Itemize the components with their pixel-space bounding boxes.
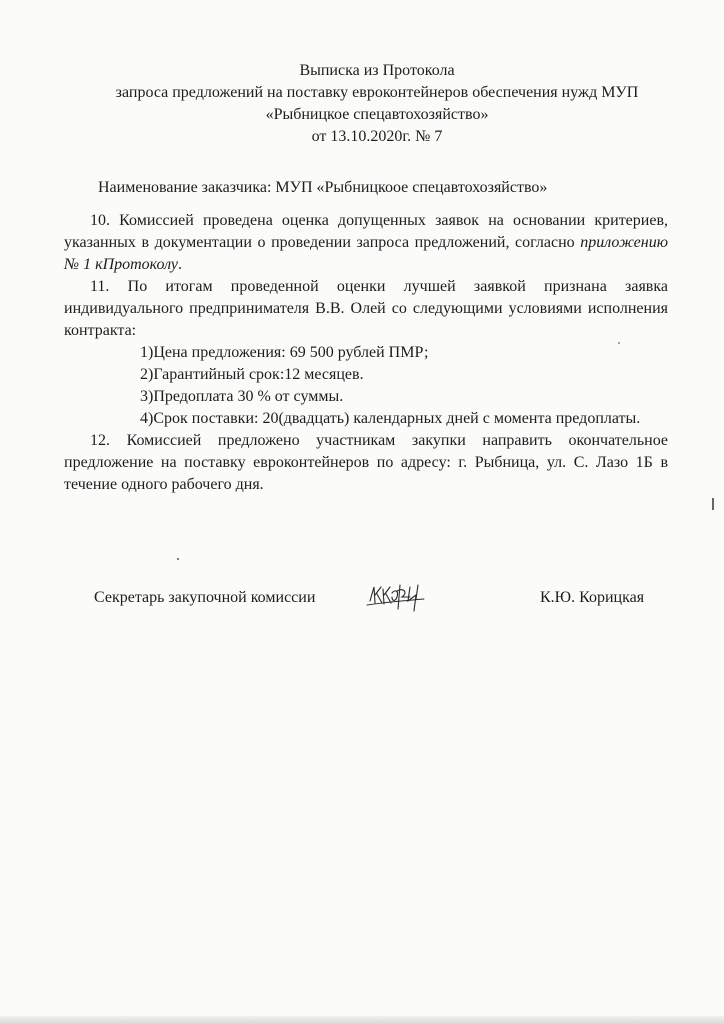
condition-1: 1)Цена предложения: 69 500 рублей ПМР; <box>140 344 429 361</box>
paragraph-11: 11. По итогам проведенной оценки лучшей заявкой признана заявка индивидуального предпринимателя В.В. Олей со следующими условиями исполнения контракта: <box>64 278 668 339</box>
scan-speck <box>177 558 179 560</box>
customer-name: Наименование заказчика: МУП «Рыбницкоое спецавтохозяйство» <box>98 179 548 196</box>
paragraph-10 <box>64 210 668 276</box>
paragraph-12: 12. Комиссией предложено участникам закупки направить окончательное предложение на поставку евроконтейнеров по адресу: г. Рыбница, ул. С. Лазо 1Б в течение одного рабочего дня. <box>64 432 668 493</box>
signature-row <box>0 589 724 619</box>
document-body <box>64 210 668 496</box>
appendix-reference: приложению № 1 кПротоколу <box>64 234 668 273</box>
signature-label: Секретарь закупочной комиссии <box>94 589 316 606</box>
title-line-4: от 13.10.2020г. № 7 <box>311 128 443 145</box>
condition-4: 4)Срок поставки: 20(двадцать) календарных дней с момента предоплаты. <box>140 410 641 427</box>
scan-edge-mark <box>712 498 714 510</box>
title-line-1: Выписка из Протокола <box>299 62 455 79</box>
title-line-3: «Рыбницкое спецавтохозяйство» <box>265 106 489 123</box>
condition-3: 3)Предоплата 30 % от суммы. <box>140 388 344 405</box>
condition-2: 2)Гарантийный срок:12 месяцев. <box>140 366 364 383</box>
paragraph-10-text: 10. Комиссией проведена оценка допущенных заявок на основании критериев, указанных в документации о проведении запроса предложений, согласно <box>64 212 668 251</box>
document-title <box>0 60 724 148</box>
handwritten-signature <box>366 579 426 613</box>
signatory-name: К.Ю. Корицкая <box>540 589 645 606</box>
scan-bottom-edge <box>0 1016 724 1024</box>
scan-speck <box>618 342 620 344</box>
paragraph-10-end: . <box>178 256 183 273</box>
title-line-2: запроса предложений на поставку евроконтейнеров обеспечения нужд МУП <box>115 84 639 101</box>
